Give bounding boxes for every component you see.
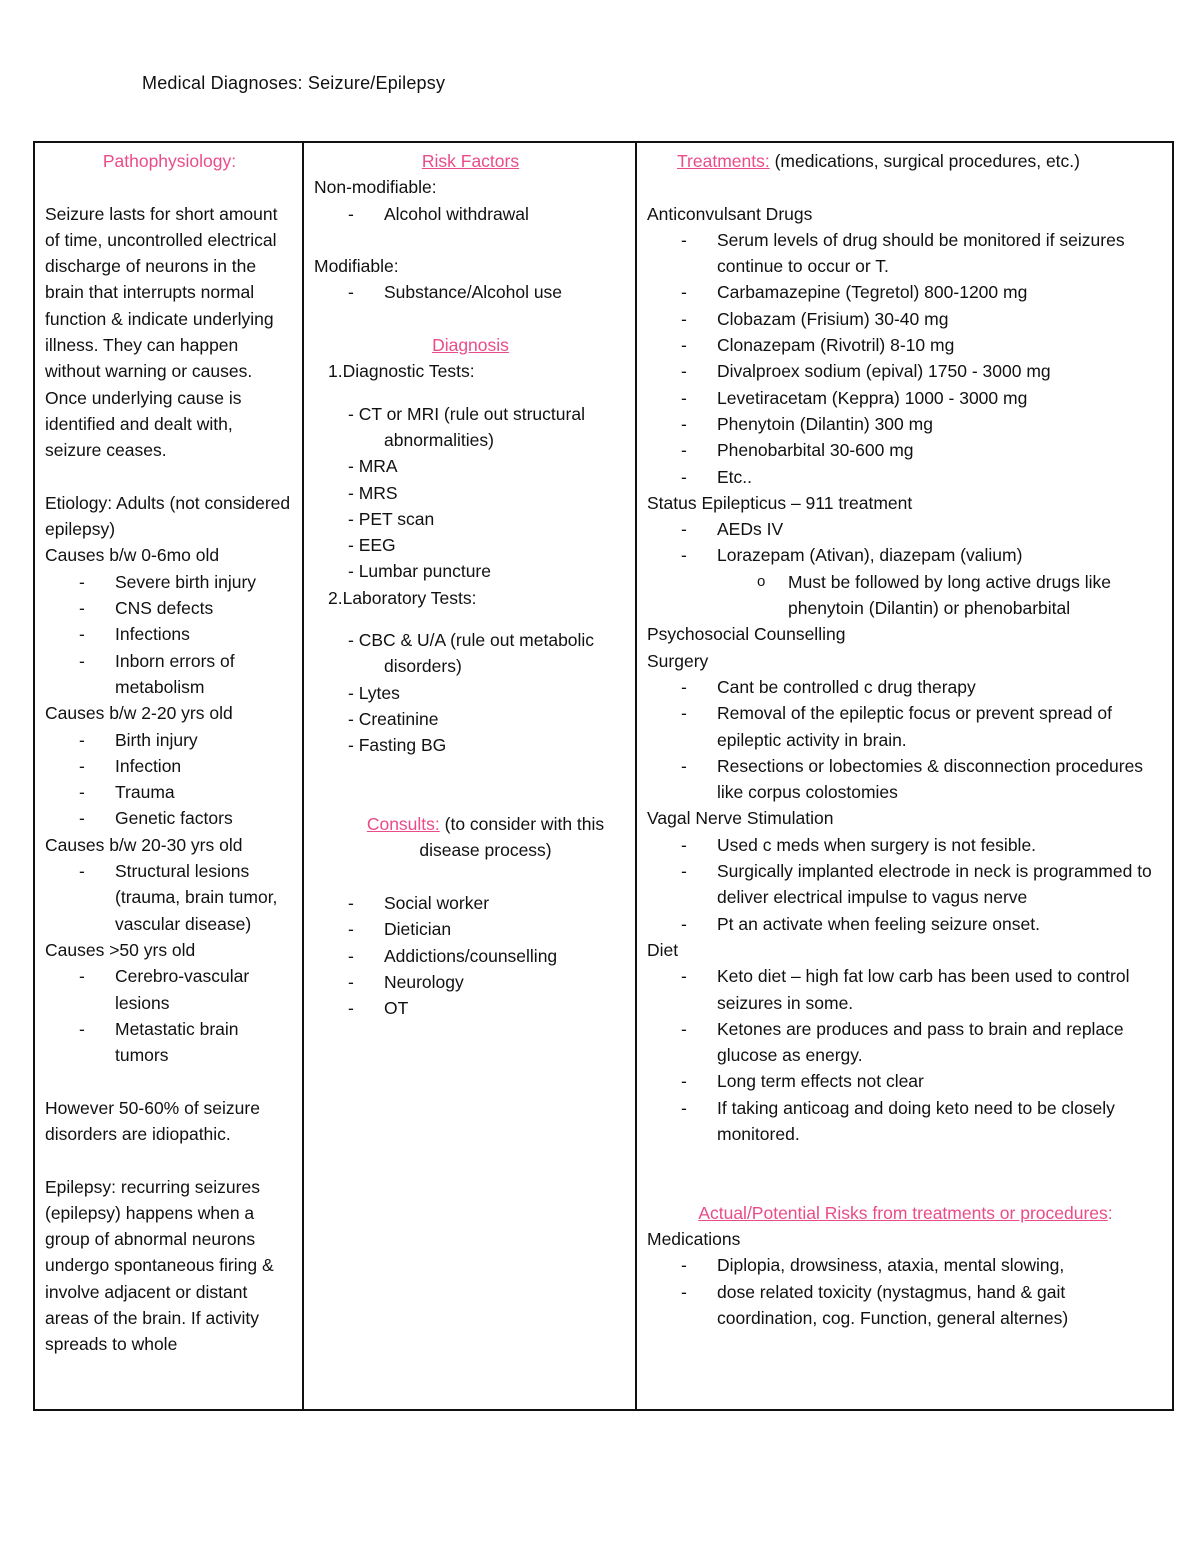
list-item: - Clobazam (Frisium) 30-40 mg xyxy=(647,306,1164,332)
list-item: - Cant be controlled c drug therapy xyxy=(647,674,1164,700)
status-sublist xyxy=(647,569,1164,622)
list-item: - dose related toxicity (nystagmus, hand & gait coordination, cog. Function, general alternes) xyxy=(647,1279,1164,1332)
list-item: - Pt an activate when feeling seizure onset. xyxy=(647,911,1164,937)
list-item: - Used c meds when surgery is not fesible. xyxy=(647,832,1164,858)
causes-list xyxy=(45,569,294,700)
diet-list xyxy=(647,963,1164,1147)
list-item: - Structural lesions (trauma, brain tumor, vascular disease) xyxy=(45,858,294,937)
status-epilepticus-label: Status Epilepticus – 911 treatment xyxy=(647,492,913,513)
consults-list xyxy=(314,890,627,1021)
list-item: - Inborn errors of metabolism xyxy=(45,648,294,701)
causes-group-title: Causes b/w 0-6mo old xyxy=(45,545,220,566)
consults-heading: Consults: xyxy=(366,814,440,835)
risk-diagnosis-column xyxy=(303,142,636,1410)
list-item: - AEDs IV xyxy=(647,516,1164,542)
list-item: - Creatinine xyxy=(348,708,439,729)
causes-group-title: Causes b/w 20-30 yrs old xyxy=(45,834,243,855)
list-item: - Levetiracetam (Keppra) 1000 - 3000 mg xyxy=(647,385,1164,411)
diagnostic-tests-label: 1.Diagnostic Tests: xyxy=(328,361,475,382)
laboratory-tests-label: 2.Laboratory Tests: xyxy=(328,587,477,608)
list-item: - Cerebro-vascular lesions xyxy=(45,963,294,1016)
surgery-list xyxy=(647,674,1164,805)
risks-heading: Actual/Potential Risks from treatments or procedures xyxy=(698,1202,1108,1223)
modifiable-list xyxy=(314,279,627,305)
risk-factors-heading: Risk Factors xyxy=(421,151,520,171)
risks-colon: : xyxy=(1107,1202,1113,1223)
laboratory-tests-list xyxy=(314,627,627,758)
causes-group-title: Causes b/w 2-20 yrs old xyxy=(45,703,233,724)
list-item: - Severe birth injury xyxy=(45,569,294,595)
list-item: - Etc.. xyxy=(647,464,1164,490)
status-epilepticus-list xyxy=(647,516,1164,569)
etiology-label: Etiology: Adults (not considered epilepsy) xyxy=(45,492,291,540)
causes-group-title: Causes >50 yrs old xyxy=(45,939,196,960)
surgery-label: Surgery xyxy=(647,650,709,671)
list-item: - Lytes xyxy=(348,682,400,703)
list-item: - Social worker xyxy=(314,890,627,916)
non-modifiable-list xyxy=(314,201,627,227)
list-item: - Phenobarbital 30-600 mg xyxy=(647,437,1164,463)
medications-risk-list xyxy=(647,1252,1164,1331)
treatments-note: (medications, surgical procedures, etc.) xyxy=(769,151,1080,171)
list-item: - MRA xyxy=(348,456,398,477)
list-item: - Substance/Alcohol use xyxy=(314,279,627,305)
list-item: - Clonazepam (Rivotril) 8-10 mg xyxy=(647,332,1164,358)
list-item: - Surgically implanted electrode in neck is programmed to deliver electrical impulse to vagus nerve xyxy=(647,858,1164,911)
list-item: - CNS defects xyxy=(45,595,294,621)
list-item: - CT or MRI (rule out structural abnormalities) xyxy=(348,403,585,450)
vagal-nerve-label: Vagal Nerve Stimulation xyxy=(647,808,834,829)
list-item: - Metastatic brain tumors xyxy=(45,1016,294,1069)
list-item: - PET scan xyxy=(348,508,435,529)
list-item: - Removal of the epileptic focus or prevent spread of epileptic activity in brain. xyxy=(647,700,1164,753)
non-modifiable-label: Non-modifiable: xyxy=(314,177,437,198)
list-item: - Fasting BG xyxy=(348,735,447,756)
document-title: Medical Diagnoses: Seizure/Epilepsy xyxy=(142,73,446,93)
list-item: - Keto diet – high fat low carb has been used to control seizures in some. xyxy=(647,963,1164,1016)
anticonvulsant-label: Anticonvulsant Drugs xyxy=(647,203,813,224)
list-item: - Diplopia, drowsiness, ataxia, mental slowing, xyxy=(647,1252,1164,1278)
consults-note: (to consider with this disease process) xyxy=(419,814,605,861)
list-item: o Must be followed by long active drugs like phenytoin (Dilantin) or phenobarbital xyxy=(647,569,1164,622)
list-item: - Dietician xyxy=(314,916,627,942)
diagnosis-heading: Diagnosis xyxy=(432,335,509,356)
list-item: - Trauma xyxy=(45,779,294,805)
list-item: - Long term effects not clear xyxy=(647,1068,1164,1094)
idiopathic-note: However 50-60% of seizure disorders are idiopathic. xyxy=(45,1097,260,1144)
notes-table xyxy=(33,141,1174,1411)
psychosocial-label: Psychosocial Counselling xyxy=(647,624,846,645)
list-item: - Infection xyxy=(45,753,294,779)
list-item: - Alcohol withdrawal xyxy=(314,201,627,227)
list-item: - Resections or lobectomies & disconnection procedures like corpus colostomies xyxy=(647,753,1164,806)
consults-heading-line xyxy=(314,811,627,864)
list-item: - If taking anticoag and doing keto need to be closely monitored. xyxy=(647,1095,1164,1148)
list-item: - Carbamazepine (Tegretol) 800-1200 mg xyxy=(647,279,1164,305)
causes-list xyxy=(45,727,294,832)
treatments-column xyxy=(636,142,1173,1410)
list-item: - Genetic factors xyxy=(45,805,294,831)
causes-list xyxy=(45,858,294,937)
pathophysiology-column xyxy=(34,142,303,1410)
list-item: - Addictions/counselling xyxy=(314,943,627,969)
modifiable-label: Modifiable: xyxy=(314,256,399,277)
causes-list xyxy=(45,963,294,1068)
treatments-heading-line xyxy=(647,148,1164,174)
list-item: - OT xyxy=(314,995,627,1021)
list-item: - Infections xyxy=(45,621,294,647)
list-item: - CBC & U/A (rule out metabolic disorders) xyxy=(348,630,595,677)
list-item: - EEG xyxy=(348,535,396,556)
list-item: - Birth injury xyxy=(45,727,294,753)
risks-heading-line xyxy=(647,1200,1164,1226)
list-item: - Ketones are produces and pass to brain and replace glucose as energy. xyxy=(647,1016,1164,1069)
vagal-nerve-list xyxy=(647,832,1164,937)
treatments-heading: Treatments: xyxy=(677,151,770,171)
anticonvulsant-list xyxy=(647,227,1164,490)
pathophysiology-heading: Pathophysiology: xyxy=(102,151,237,171)
list-item: - Divalproex sodium (epival) 1750 - 3000 mg xyxy=(647,358,1164,384)
list-item: - Neurology xyxy=(314,969,627,995)
diagnostic-tests-list xyxy=(314,401,627,585)
list-item: - Lumbar puncture xyxy=(348,561,491,582)
list-item: - MRS xyxy=(348,482,398,503)
pathophysiology-intro: Seizure lasts for short amount of time, uncontrolled electrical discharge of neurons in the brain that interrupts normal function & indicate underlying illness. They can happen without warning or causes. Once underlying cause is identified and dealt with, seizure ceases. xyxy=(45,203,278,461)
epilepsy-definition: Epilepsy: recurring seizures (epilepsy) happens when a group of abnormal neurons undergo spontaneous firing & involve adjacent or distant areas of the brain. If activity spreads to whole xyxy=(45,1176,274,1355)
list-item: - Phenytoin (Dilantin) 300 mg xyxy=(647,411,1164,437)
medications-label: Medications xyxy=(647,1229,741,1250)
diet-label: Diet xyxy=(647,939,679,960)
list-item: - Serum levels of drug should be monitored if seizures continue to occur or T. xyxy=(647,227,1164,280)
list-item: - Lorazepam (Ativan), diazepam (valium) xyxy=(647,542,1164,568)
